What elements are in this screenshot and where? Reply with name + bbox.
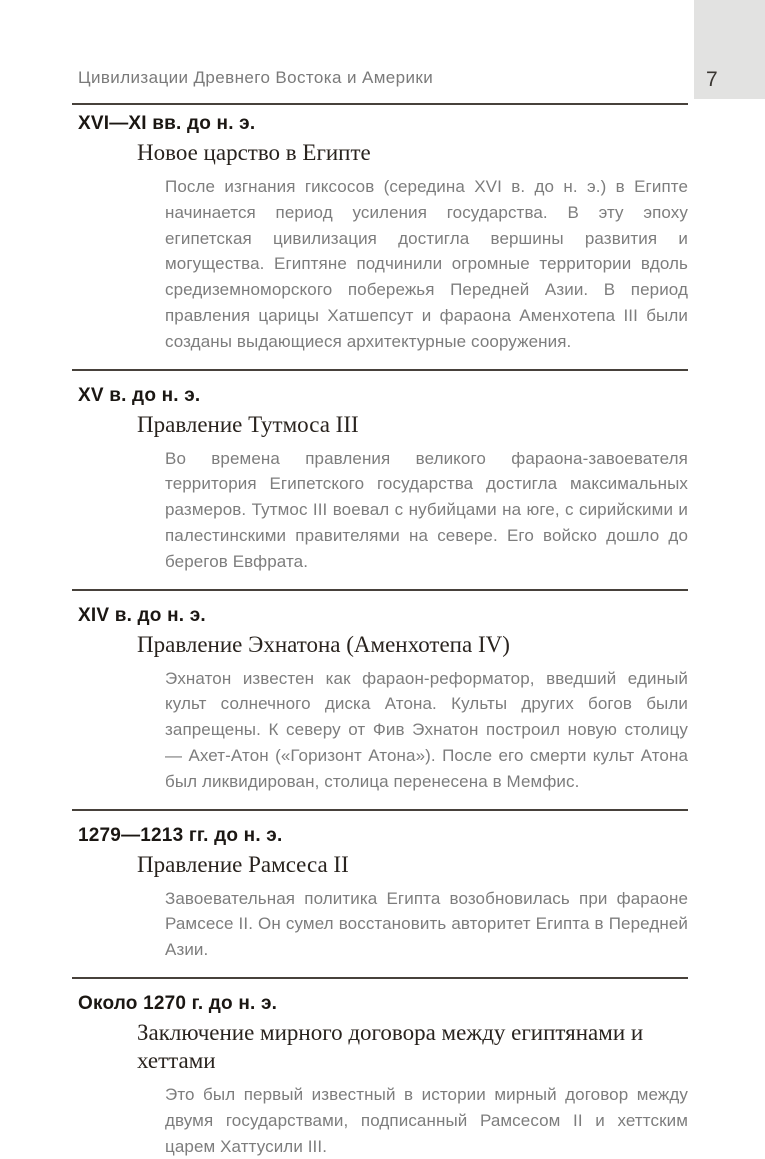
- entry-date: Около 1270 г. до н. э.: [78, 992, 278, 1014]
- entry-date: XIV в. до н. э.: [78, 604, 206, 626]
- entry-date: XVI—XI вв. до н. э.: [78, 113, 256, 134]
- timeline-entry-thutmose: [78, 384, 688, 575]
- entry-date: XV в. до н. э.: [78, 384, 201, 406]
- timeline-entry-peace-treaty: [78, 992, 688, 1159]
- entry-title: Новое царство в Египте: [137, 140, 371, 165]
- entry-body: Во времена правления великого фараона-завоевателя территория Египетского государства достигла максимальных размеров. Тутмос III воевал с нубийцами на юге, с сирийскими и палестинскими правителями на севере. Его войско дошло до берегов Евфрата.: [165, 448, 688, 571]
- entry-body: Это был первый известный в истории мирный договор между двумя государствами, подписанный Рамсесом II и хеттским царем Хаттусили III.: [165, 1084, 688, 1156]
- page-number: 7: [706, 68, 718, 91]
- entry-body: Завоевательная политика Египта возобновилась при фараоне Рамсесе II. Он сумел восстановить авторитет Египта в Передней Азии.: [165, 888, 688, 960]
- section-divider: [72, 977, 688, 979]
- entry-title: Правление Рамсеса II: [137, 851, 349, 877]
- running-title: Цивилизации Древнего Востока и Америки: [78, 68, 434, 87]
- section-divider: [72, 369, 688, 371]
- header-rule: [72, 103, 688, 105]
- page-number-box: [694, 0, 765, 99]
- timeline-entry-akhenaten: [78, 604, 688, 795]
- timeline-entry-ramses: [78, 824, 688, 963]
- section-divider: [72, 589, 688, 591]
- entry-title: Правление Тутмоса III: [137, 411, 359, 437]
- entry-body: После изгнания гиксосов (середина XVI в. до н. э.) в Египте начинается период усиления государства. В эту эпоху египетская цивилизация достигла вершины развития и могущества. Египтяне подчинили огромные территории вдоль средиземноморского побережья Передней Азии. В период правления царицы Хатшепсут и фараона Аменхотепа III были созданы выдающиеся архитектурные сооружения.: [165, 177, 688, 351]
- section-divider: [72, 809, 688, 811]
- entry-title: Заключение мирного договора между египтянами и хеттами: [137, 1019, 644, 1073]
- entry-body: Эхнатон известен как фараон-реформатор, введший единый культ солнечного диска Атона. Культы других богов были запрещены. К северу от Фив Эхнатон построил новую столицу — Ахет-Атон («Горизонт Атона»). После его смерти культ Атона был ликвидирован, столица перенесена в Мемфис.: [165, 668, 688, 791]
- entry-date: 1279—1213 гг. до н. э.: [78, 824, 283, 846]
- timeline-entry-new-kingdom: [78, 112, 688, 355]
- entry-title: Правление Эхнатона (Аменхотепа IV): [137, 631, 510, 657]
- timeline-content: [78, 112, 688, 1159]
